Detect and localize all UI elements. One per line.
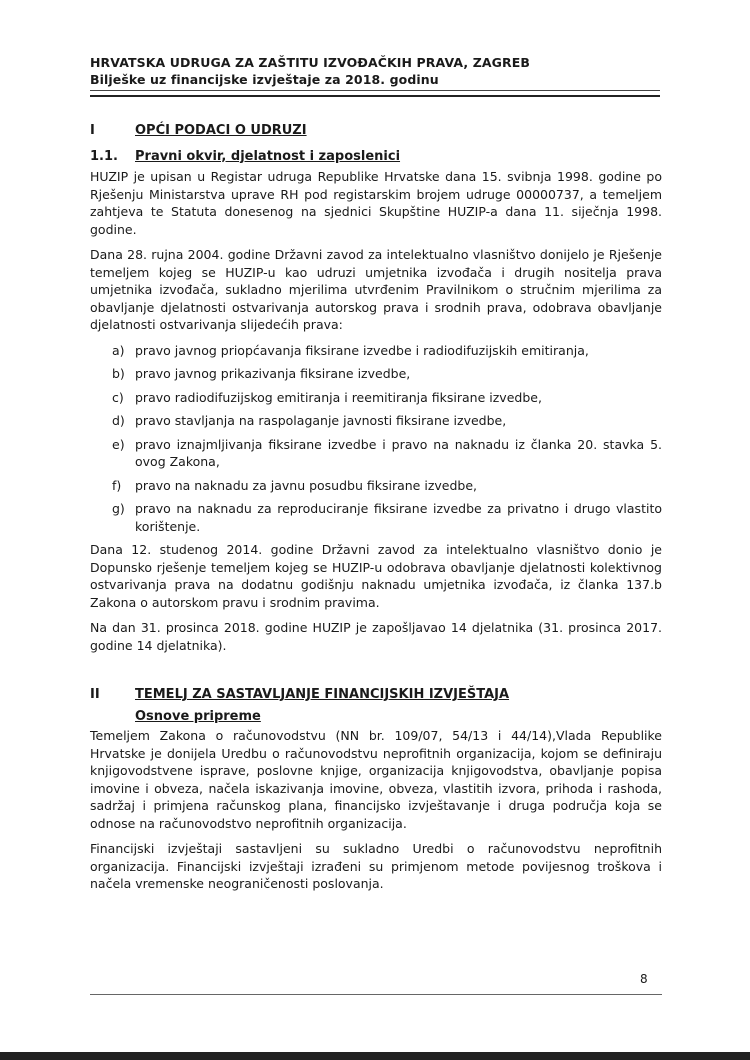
paragraph-employees: Na dan 31. prosinca 2018. godine HUZIP je zapošljavao 14 djelatnika (31. prosinca 2017. godine 14 djelatnika). [90, 620, 662, 653]
list-item-label: b) [112, 366, 125, 381]
list-item [90, 342, 662, 360]
list-item [90, 365, 662, 383]
paragraph-registration: HUZIP je upisan u Registar udruga Republike Hrvatske dana 15. svibnja 1998. godine po Rješenju Ministarstva uprave RH pod registarskim brojem udruge 00000737, a temeljem zahtjeva te Statuta donesenog na sjednici Skupštine HUZIP-a dana 11. siječnja 1998. godine. [90, 169, 662, 237]
list-item-label: d) [112, 413, 125, 428]
section-1-heading [90, 122, 662, 140]
list-item [90, 436, 662, 471]
document-subtitle: Bilješke uz financijske izvještaje za 2018. godinu [90, 72, 439, 87]
footer-rule [90, 994, 662, 995]
list-item-text: pravo radiodifuzijskog emitiranja i reemitiranja fiksirane izvedbe, [135, 389, 542, 405]
list-item-label: c) [112, 389, 124, 405]
section-1-number: I [90, 123, 95, 138]
section-2-title: TEMELJ ZA SASTAVLJANJE FINANCIJSKIH IZVJEŠTAJA [135, 687, 510, 702]
section-spacer [90, 662, 662, 682]
list-item [90, 412, 662, 430]
list-item-text: pravo na naknadu za javnu posudbu fiksirane izvedbe, [135, 477, 478, 493]
list-item-text: pravo iznajmljivanja fiksirane izvedbe i pravo na naknadu iz članka 20. stavka 5. ovog Zakona, [135, 436, 662, 469]
paragraph-financial-statements: Financijski izvještaji sastavljeni su sukladno Uredbi o računovodstvu neprofitnih organizacija. Financijski izvještaji izrađeni su primjenom metode povijesnog troškova i načela vremenske neograničenosti poslovanja. [90, 841, 662, 891]
rights-list [90, 342, 662, 536]
list-item [90, 500, 662, 535]
list-item-label: g) [112, 501, 125, 516]
page-number: 8 [640, 972, 648, 986]
section-2-heading [90, 686, 662, 704]
paragraph-accounting-law: Temeljem Zakona o računovodstvu (NN br. 109/07, 54/13 i 44/14),Vlada Republike Hrvatske je donijela Uredbu o računovodstvu neprofitnih organizacija, kojom se definiraju knjigovodstvene isprave, poslovne knjige, organizacija knjigovodstva, obavljanje popisa imovine i obveza, načela iskazivanja imovine, obveza, vlastitih izvora, prihoda i rashoda, sadržaj i primjena računskog plana, financijsko izvještavanje i druga područja koja se odnose na računovodstvo neprofitnih organizacija. [90, 728, 662, 831]
list-item [90, 389, 662, 407]
document-body [90, 118, 662, 901]
organization-title: HRVATSKA UDRUGA ZA ZAŠTITU IZVOĐAČKIH PRAVA, ZAGREB [90, 55, 530, 70]
paragraph-supplementary-decision: Dana 12. studenog 2014. godine Državni zavod za intelektualno vlasništvo donio je Dopunsko rješenje temeljem kojeg se HUZIP-u odobrava obavljanje djelatnosti kolektivnog ostvarivanja prava na dodatnu godišnju naknadu umjetnika izvođača, iz članka 137.b Zakona o autorskom pravu i srodnim pravima. [90, 542, 662, 610]
list-item-text: pravo stavljanja na raspolaganje javnosti fiksirane izvedbe, [135, 413, 507, 428]
list-item [90, 477, 662, 495]
list-item-label: a) [112, 342, 125, 358]
list-item-label: e) [112, 436, 125, 452]
list-item-text: pravo javnog prikazivanja fiksirane izvedbe, [135, 366, 411, 381]
paragraph-rights-decision: Dana 28. rujna 2004. godine Državni zavod za intelektualno vlasništvo donijelo je Rješenje temeljem kojeg se HUZIP-u kao udruzi umjetnika izvođača i drugih nositelja prava umjetnika izvođača, sukladno mjerilima utvrđenim Pravilnikom o stručnim mjerilima za obavljanje djelatnosti ostvarivanja autorskog prava i srodnih prava, odobrava obavljanje djelatnosti ostvarivanja slijedećih prava: [90, 247, 662, 332]
list-item-text: pravo na naknadu za reproduciranje fiksirane izvedbe za privatno i drugo vlastito korištenje. [135, 501, 662, 534]
list-item-label: f) [112, 477, 122, 493]
subsection-1-1-number: 1.1. [90, 148, 118, 164]
scan-edge-shadow [0, 1052, 750, 1060]
list-item-text: pravo javnog priopćavanja fiksirane izvedbe i radiodifuzijskih emitiranja, [135, 342, 589, 358]
subsection-1-1-title: Pravni okvir, djelatnost i zaposlenici [135, 148, 401, 164]
section-1-title: OPĆI PODACI O UDRUZI [135, 123, 307, 138]
document-header [90, 54, 670, 88]
subsection-basis-title: Osnove pripreme [135, 708, 261, 724]
section-2-number: II [90, 687, 100, 702]
subsection-1-1-heading [90, 148, 662, 166]
header-rule-top [90, 90, 660, 91]
header-rule-bottom [90, 95, 660, 97]
